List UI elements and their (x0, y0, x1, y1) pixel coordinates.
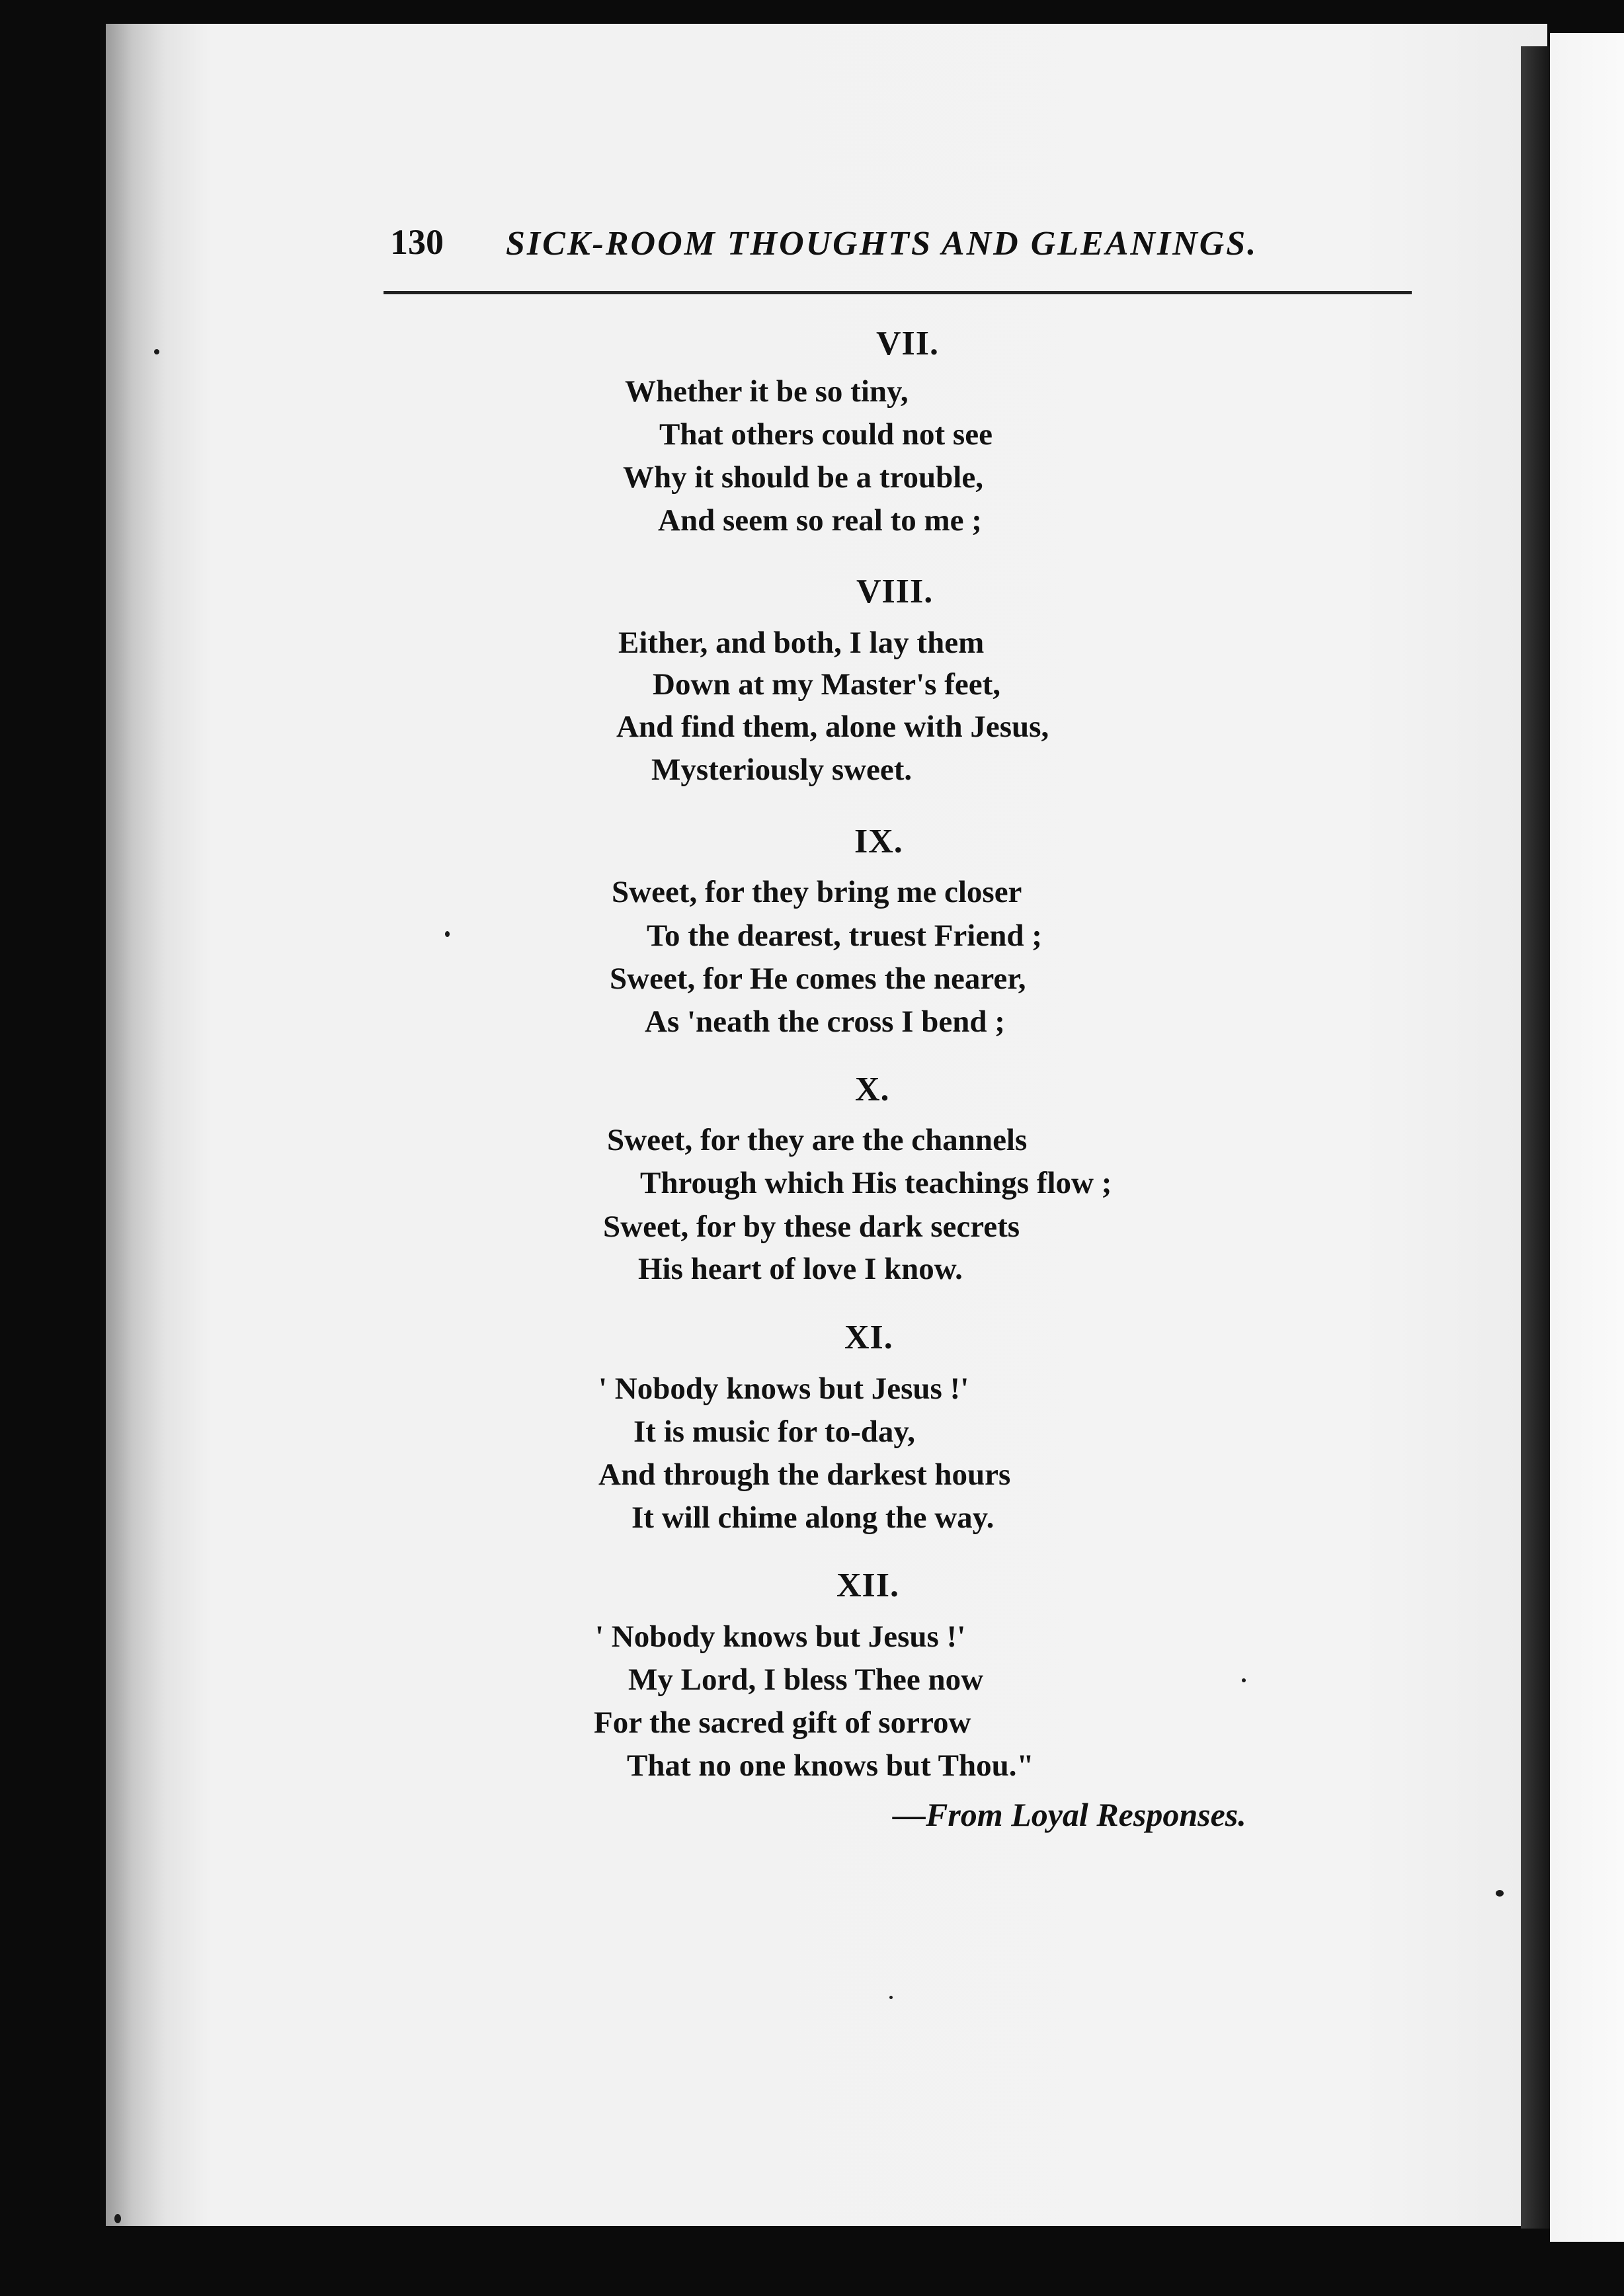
poem-line: Why it should be a trouble, (623, 460, 983, 495)
poem-line: ' Nobody knows but Jesus !' (595, 1620, 966, 1654)
page-number: 130 (390, 222, 444, 262)
poem-line: That no one knows but Thou." (627, 1748, 1034, 1783)
stanza-number: VIII. (856, 573, 934, 610)
poem-line: Sweet, for they bring me closer (612, 875, 1022, 909)
poem-line: As 'neath the cross I bend ; (645, 1004, 1005, 1039)
stanza-number: VII. (876, 325, 940, 362)
scan-speck (114, 2214, 121, 2223)
poem-line: And seem so real to me ; (658, 503, 982, 538)
poem-line: Whether it be so tiny, (625, 374, 909, 409)
scan-speck (1496, 1890, 1504, 1897)
poem-line: Sweet, for they are the channels (607, 1123, 1028, 1157)
poem-line: And through the darkest hours (598, 1457, 1011, 1492)
scan-speck (1242, 1678, 1246, 1682)
poem-line: And find them, alone with Jesus, (616, 710, 1049, 744)
poem-line: That others could not see (659, 417, 993, 452)
poem-line: Mysteriously sweet. (651, 753, 913, 787)
poem-line: My Lord, I bless Thee now (628, 1662, 984, 1697)
poem-attribution: —From Loyal Responses. (893, 1796, 1246, 1833)
poem-line: It will chime along the way. (631, 1500, 995, 1535)
poem-line: It is music for to-day, (633, 1414, 916, 1449)
scan-speck (889, 1996, 893, 1999)
poem-line: ' Nobody knows but Jesus !' (598, 1372, 969, 1406)
scan-speck (154, 349, 159, 354)
poem-line: His heart of love I know. (638, 1252, 963, 1286)
poem-line: For the sacred gift of sorrow (594, 1705, 971, 1740)
poem-line: Sweet, for He comes the nearer, (610, 962, 1026, 996)
poem-line: Through which His teachings flow ; (640, 1166, 1112, 1200)
stanza-number: X. (855, 1071, 890, 1108)
stanza-number: XI. (844, 1319, 893, 1356)
scan-speck (445, 931, 450, 937)
poem-line: Either, and both, I lay them (618, 626, 985, 660)
stanza-number: IX. (854, 823, 903, 860)
poem-line: Down at my Master's feet, (653, 667, 1000, 702)
running-title: SICK-ROOM THOUGHTS AND GLEANINGS. (506, 225, 1258, 263)
poem-line: Sweet, for by these dark secrets (603, 1210, 1020, 1244)
stanza-number: XII. (836, 1567, 900, 1604)
poem-line: To the dearest, truest Friend ; (647, 919, 1042, 953)
